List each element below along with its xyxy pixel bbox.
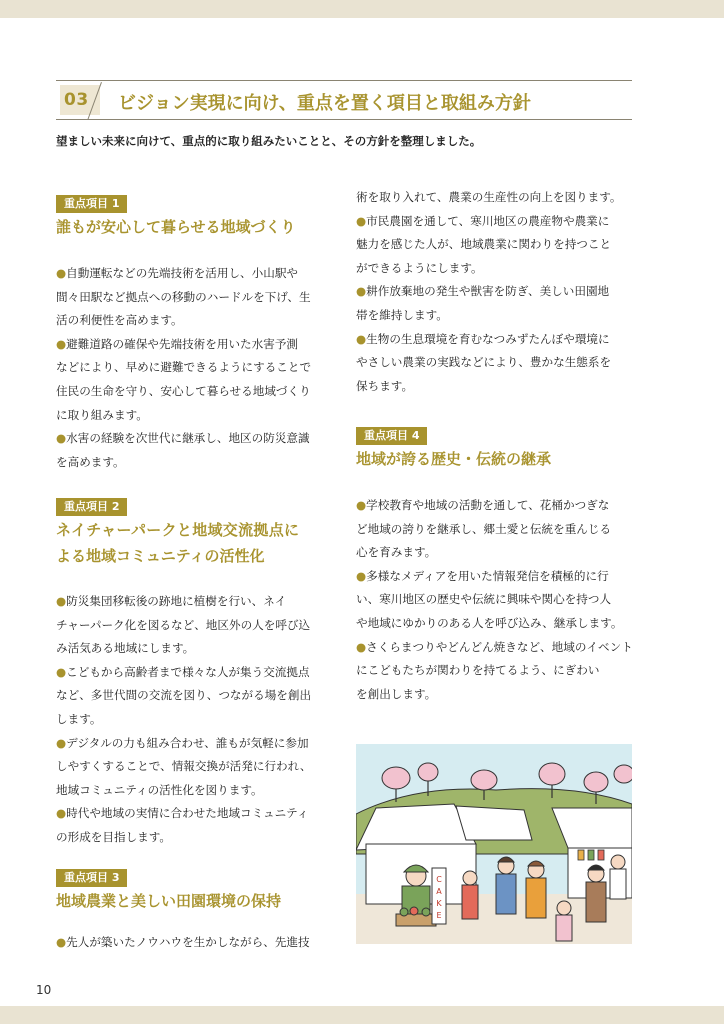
bullet-line: 魅力を感じた人が、地域農業に関わりを持つこと	[356, 237, 612, 252]
bullet-line: み活気ある地域にします。	[56, 641, 195, 656]
bullet-line: ●さくらまつりやどんどん焼きなど、地域のイベント	[356, 639, 633, 654]
bullet-line: ●学校教育や地域の活動を通して、花桶かつぎな	[356, 498, 610, 512]
bullet-line: 心を育みます。	[356, 545, 437, 560]
bullet-dot-icon: ●	[356, 498, 367, 512]
svg-text:A: A	[436, 887, 442, 896]
bullet-dot-icon: ●	[56, 431, 67, 446]
bullet-line: ●耕作放棄地の発生や獣害を防ぎ、美しい田園地	[356, 284, 610, 299]
bullet-dot-icon: ●	[56, 266, 67, 280]
bullet-dot-icon: ●	[56, 336, 67, 351]
market-scene-image	[356, 744, 632, 944]
bullet-line: します。	[56, 711, 102, 726]
svg-text:E: E	[436, 911, 442, 920]
bullet-line: ●デジタルの力も組み合わせ、誰もが気軽に参加	[56, 735, 309, 750]
bullet-dot-icon: ●	[356, 568, 367, 583]
focus-item-2	[56, 495, 346, 850]
bullet-line: にこどもたちが関わりを持てるよう、にぎわい	[356, 663, 600, 678]
bullet-dot-icon: ●	[56, 806, 67, 821]
bullet-line: ●避難道路の確保や先端技術を用いた水害予測	[56, 336, 299, 351]
bullet-line: を創出します。	[356, 686, 437, 701]
header-rule-top	[56, 80, 632, 81]
bottom-band	[0, 1006, 724, 1024]
intro-text: 望ましい未来に向けて、重点的に取り組みたいことと、その方針を整理しました。	[56, 134, 482, 148]
bullet-dot-icon: ●	[56, 935, 67, 949]
bullet-line: ●自動運転などの先端技術を活用し、小山駅や	[56, 266, 299, 280]
bullet-line: を高めます。	[56, 454, 125, 469]
bullet-dot-icon: ●	[356, 284, 367, 299]
focus-item-bullets	[56, 931, 346, 955]
bullet-line: など、多世代間の交流を図り、つながる場を創出	[56, 688, 312, 703]
bullet-dot-icon: ●	[56, 594, 67, 608]
focus-item-3-continued	[356, 186, 636, 398]
bullet-line: ●防災集団移転後の跡地に植樹を行い、ネイ	[56, 594, 287, 608]
bullet-line: ●こどもから高齢者まで様々な人が集う交流拠点	[56, 664, 310, 679]
top-band	[0, 0, 724, 18]
bullet-line: い、寒川地区の歴史や伝統に興味や関心を持つ人	[356, 592, 612, 607]
bullet-line: しやすくすることで、情報交換が活発に行われ、	[56, 759, 312, 774]
bullet-line: ●時代や地域の実情に合わせた地域コミュニティ	[56, 806, 309, 821]
bullet-dot-icon: ●	[356, 213, 367, 228]
focus-item-badge: 重点項目 2	[56, 498, 127, 516]
focus-item-title: よる地域コミュニティの活性化	[56, 547, 265, 565]
bullet-line: や地域にゆかりのある人を呼び込み、継承します。	[356, 615, 623, 630]
focus-item-bullets	[356, 494, 646, 706]
focus-item-title: 地域が誇る歴史・伝統の継承	[356, 450, 552, 468]
focus-item-3	[56, 866, 346, 955]
bullet-line: ど地域の誇りを継承し、郷土愛と伝統を重んじる	[356, 521, 612, 536]
focus-item-bullets	[56, 262, 346, 474]
focus-item-title: 地域農業と美しい田園環境の保持	[56, 892, 282, 910]
page-number: 10	[36, 983, 52, 997]
bullet-line: ●生物の生息環境を育むなつみずたんぼや環境に	[356, 331, 610, 346]
focus-item-4	[356, 424, 646, 706]
bullet-line: ●先人が築いたノウハウを生かしながら、先進技	[56, 935, 310, 949]
bullet-line: 地域コミュニティの活性化を図ります。	[56, 782, 263, 797]
section-title: ビジョン実現に向け、重点を置く項目と取組み方針	[118, 93, 531, 114]
bullet-line: 住民の生命を守り、安心して暮らせる地域づくり	[56, 383, 311, 398]
bullet-dot-icon: ●	[56, 735, 67, 750]
bullet-dot-icon: ●	[356, 639, 367, 654]
focus-item-badge: 重点項目 3	[56, 869, 127, 887]
section-header	[56, 80, 632, 120]
cake-sign-c: C	[436, 875, 442, 884]
bullet-line: ●市民農園を通して、寒川地区の農産物や農業に	[356, 213, 610, 228]
header-rule-bottom	[56, 119, 632, 120]
svg-text:K: K	[436, 899, 442, 908]
bullet-line: やさしい農業の実践などにより、豊かな生態系を	[356, 355, 612, 370]
bullet-line: 活の利便性を高めます。	[56, 313, 183, 328]
bullet-line: チャーパーク化を図るなど、地区外の人を呼び込	[56, 617, 311, 632]
bullet-dot-icon: ●	[56, 664, 67, 679]
bullet-dot-icon: ●	[356, 331, 367, 346]
bullet-line: 術を取り入れて、農業の生産性の向上を図ります。	[356, 190, 622, 204]
bullet-line: ●水害の経験を次世代に継承し、地区の防災意識	[56, 431, 310, 446]
section-number: 03	[64, 90, 89, 110]
bullet-line: 帯を維持します。	[356, 307, 448, 322]
focus-item-title: ネイチャーパークと地域交流拠点に	[56, 521, 300, 539]
market-illustration	[356, 744, 632, 944]
bullet-line: ●多様なメディアを用いた情報発信を積極的に行	[356, 568, 609, 583]
focus-item-badge: 重点項目 4	[356, 427, 427, 445]
focus-item-title: 誰もが安心して暮らせる地域づくり	[56, 218, 296, 236]
focus-item-badge: 重点項目 1	[56, 195, 127, 213]
focus-item-bullets	[56, 590, 346, 850]
focus-item-1	[56, 192, 346, 474]
bullet-line: の形成を目指します。	[56, 829, 172, 844]
bullet-line: などにより、早めに避難できるようにすることで	[56, 360, 312, 375]
right-column	[356, 186, 636, 701]
bullet-line: 間々田駅など拠点への移動のハードルを下げ、生	[56, 289, 311, 304]
bullet-line: に取り組みます。	[56, 407, 148, 422]
bullet-line: 保ちます。	[356, 378, 414, 393]
bullet-line: ができるようにします。	[356, 260, 483, 275]
